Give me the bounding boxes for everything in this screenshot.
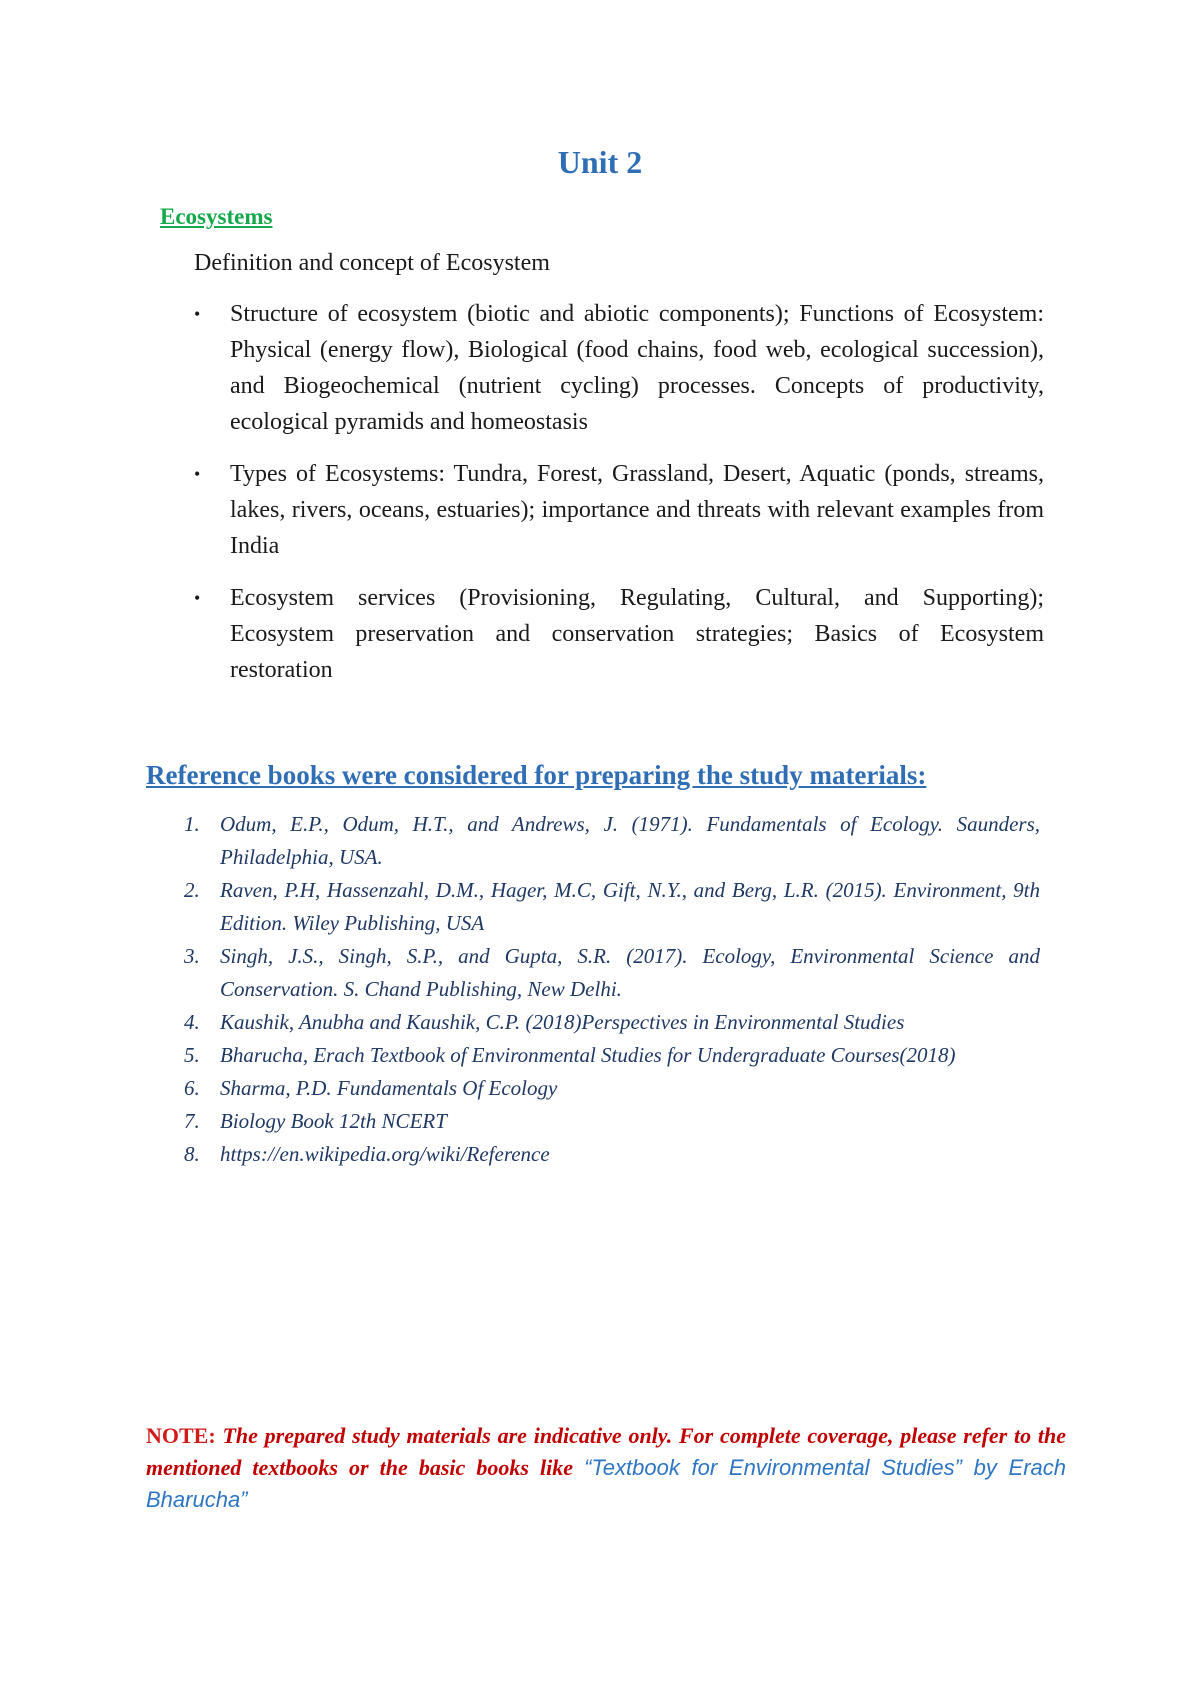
reference-item	[184, 808, 1040, 874]
reference-number: 6.	[184, 1076, 200, 1100]
reference-number: 1.	[184, 812, 200, 836]
reference-item	[184, 1006, 1040, 1039]
reference-text: Kaushik, Anubha and Kaushik, C.P. (2018)Perspectives in Environmental Studies	[220, 1010, 905, 1034]
reference-item	[184, 1039, 1040, 1072]
references-heading: Reference books were considered for preparing the study materials:	[146, 760, 927, 790]
reference-text: Sharma, P.D. Fundamentals Of Ecology	[220, 1076, 558, 1100]
reference-text: Singh, J.S., Singh, S.P., and Gupta, S.R. (2017). Ecology, Environmental Science and Conservation. S. Chand Publishing, New Delhi.	[220, 944, 1040, 1001]
unit-title: Unit 2	[557, 144, 643, 180]
topic-text: Ecosystem services (Provisioning, Regulating, Cultural, and Supporting); Ecosystem preservation and conservation strategies; Basics of Ecosystem restoration	[230, 585, 1044, 683]
reference-item	[184, 874, 1040, 940]
reference-item	[184, 940, 1040, 1006]
reference-text: Bharucha, Erach Textbook of Environmental Studies for Undergraduate Courses(2018)	[220, 1043, 956, 1067]
reference-item	[184, 1105, 1040, 1138]
reference-number: 8.	[184, 1142, 200, 1166]
topic-item	[194, 456, 1044, 564]
reference-number: 7.	[184, 1109, 200, 1133]
reference-item	[184, 1072, 1040, 1105]
note-book-title: “Textbook for Environmental Studies” by Erach Bharucha”	[146, 1455, 1066, 1512]
section-intro: Definition and concept of Ecosystem	[194, 250, 550, 276]
section-heading: Ecosystems	[160, 204, 273, 229]
reference-text: Raven, P.H, Hassenzahl, D.M., Hager, M.C, Gift, N.Y., and Berg, L.R. (2015). Environment, 9th Edition. Wiley Publishing, USA	[220, 878, 1040, 935]
bullet-icon: •	[194, 588, 201, 608]
reference-number: 5.	[184, 1043, 200, 1067]
reference-number: 3.	[184, 944, 200, 968]
topic-list	[194, 296, 1044, 704]
reference-list	[184, 808, 1040, 1171]
reference-text: Biology Book 12th NCERT	[220, 1109, 447, 1133]
bullet-icon: •	[194, 464, 201, 484]
note-body: The prepared study materials are indicative only. For complete coverage, please refer to the mentioned textbooks or the basic books like	[146, 1423, 1066, 1480]
reference-text[interactable]: https://en.wikipedia.org/wiki/Reference	[220, 1142, 550, 1166]
bullet-icon: •	[194, 304, 201, 324]
reference-text: Odum, E.P., Odum, H.T., and Andrews, J. (1971). Fundamentals of Ecology. Saunders, Philadelphia, USA.	[220, 812, 1040, 869]
reference-number: 4.	[184, 1010, 200, 1034]
reference-number: 2.	[184, 878, 200, 902]
topic-item	[194, 580, 1044, 688]
reference-item	[184, 1138, 1040, 1171]
note-label: NOTE:	[146, 1423, 216, 1448]
note-paragraph	[146, 1420, 1066, 1516]
topic-text: Types of Ecosystems: Tundra, Forest, Grassland, Desert, Aquatic (ponds, streams, lakes, rivers, oceans, estuaries); importance and threats with relevant examples from India	[230, 461, 1044, 559]
topic-text: Structure of ecosystem (biotic and abiotic components); Functions of Ecosystem: Physical (energy flow), Biological (food chains, food web, ecological succession), and Biogeochemical (nutrient cycling) processes. Concepts of productivity, ecological pyramids and homeostasis	[230, 301, 1044, 435]
topic-item	[194, 296, 1044, 440]
